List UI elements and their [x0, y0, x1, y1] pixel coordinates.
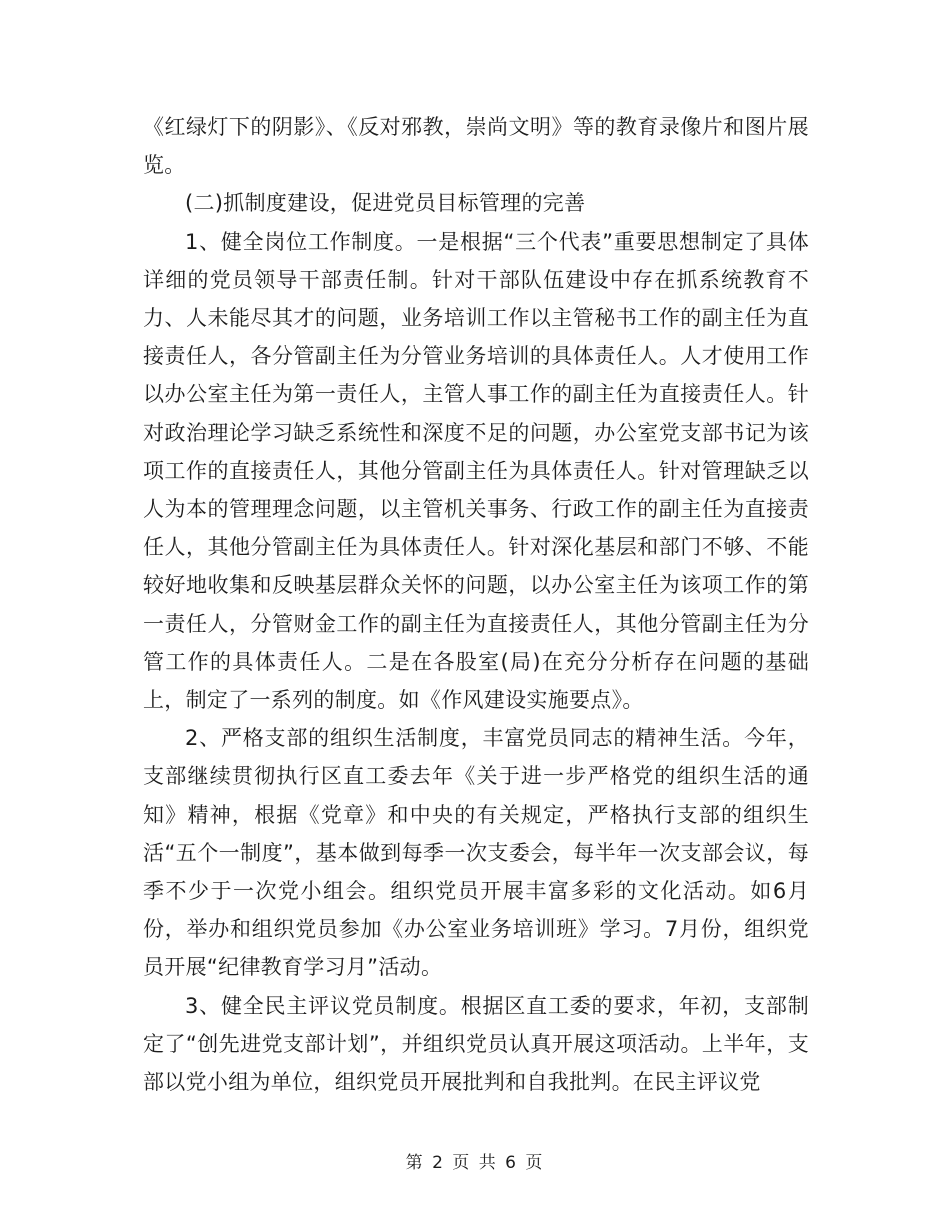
paragraph-item-3: 3、健全民主评议党员制度。根据区直工委的要求，年初，支部制定了“创先进党支部计划”，并组织党员认真开展这项活动。上半年，支部以党小组为单位，组织党员开展批判和自我批判。在民主评议党 — [143, 993, 809, 1095]
paragraph-item-1: 1、健全岗位工作制度。一是根据“三个代表”重要思想制定了具体详细的党员领导干部责任制。针对干部队伍建设中存在抓系统教育不力、人未能尽其才的问题，业务培训工作以主管秘书工作的副主任为直接责任人，各分管副主任为分管业务培训的具体责任人。人才使用工作以办公室主任为第一责任人，主管人事工作的副主任为直接责任人。针对政治理论学习缺乏系统性和深度不足的问题，办公室党支部书记为该项工作的直接责任人，其他分管副主任为具体责任人。针对管理缺乏以人为本的管理理念问题，以主管机关事务、行政工作的副主任为直接责任人，其他分管副主任为具体责任人。针对深化基层和部门不够、不能较好地收集和反映基层群众关怀的问题，以办公室主任为该项工作的第一责任人，分管财金工作的副主任为直接责任人，其他分管副主任为分管工作的具体责任人。二是在各股室(局)在充分分析存在问题的基础上，制定了一系列的制度。如《作风建设实施要点》。 — [143, 229, 809, 713]
paragraph-1: 《红绿灯下的阴影》、《反对邪教，崇尚文明》等的教育录像片和图片展览。 — [143, 115, 809, 178]
page-number-footer: 第 2 页 共 6 页 — [405, 1153, 545, 1173]
document-body — [143, 108, 809, 1101]
paragraph-item-2: 2、严格支部的组织生活制度，丰富党员同志的精神生活。今年，支部继续贯彻执行区直工委去年《关于进一步严格党的组织生活的通知》精神，根据《党章》和中央的有关规定，严格执行支部的组织生活“五个一制度”，基本做到每季一次支委会，每半年一次支部会议，每季不少于一次党小组会。组织党员开展丰富多彩的文化活动。如6月份，举办和组织党员参加《办公室业务培训班》学习。7月份，组织党员开展“纪律教育学习月”活动。 — [143, 726, 809, 980]
section-heading: (二)抓制度建设，促进党员目标管理的完善 — [185, 191, 586, 216]
